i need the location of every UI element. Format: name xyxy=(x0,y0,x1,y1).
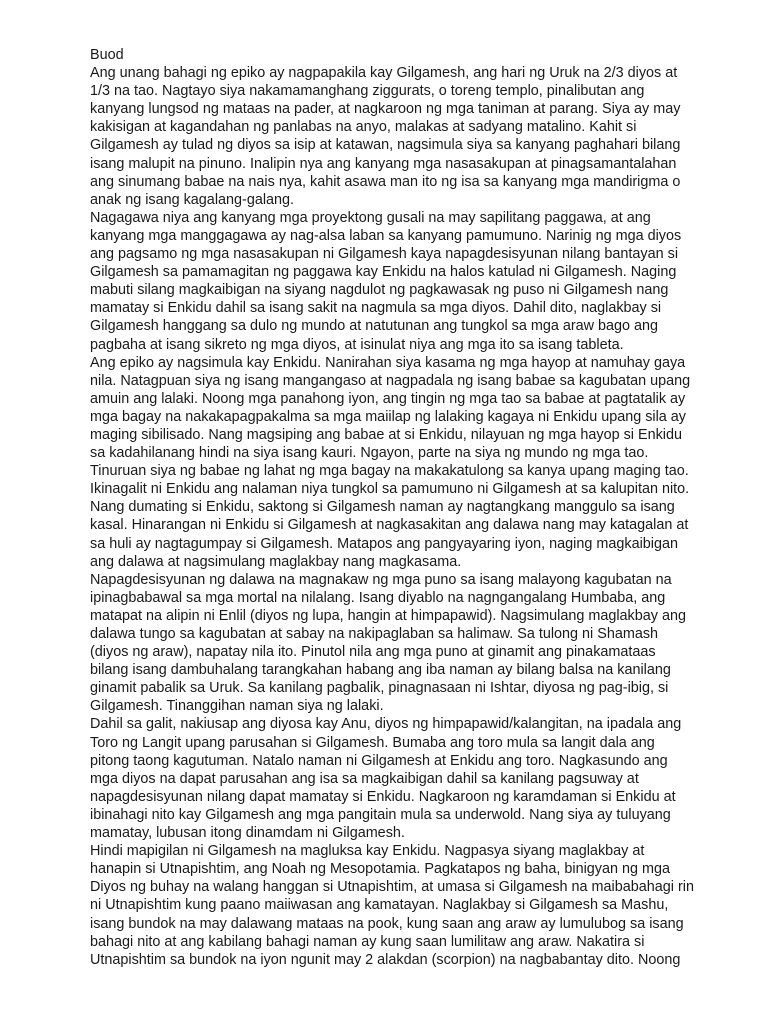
paragraph-2: Nagagawa niya ang kanyang mga proyektong gusali na may sapilitang paggawa, at ang kanyang mga manggagawa ay nag-alsa laban sa kanyang pamumuno. Narinig ng mga diyos ang pagsamo ng mga nasasakupan ni Gilgamesh kaya napagdesisyunan nilang bantayan si Gilgamesh sa pamamagitan ng paggawa kay Enkidu na halos katulad ni Gilgamesh. Naging mabuti silang magkaibigan na siyang nagdulot ng pagkawasak ng puso ni Gilgamesh nang mamatay si Enkidu dahil sa isang sakit na nagmula sa mga diyos. Dahil dito, naglakbay si Gilgamesh hanggang sa dulo ng mundo at natutunan ang tungkol sa mga araw bago ang pagbaha at isang sikreto ng mga diyos, at isinulat niya ang mga ito sa isang tableta. xyxy=(90,209,682,353)
paragraph-1: Ang unang bahagi ng epiko ay nagpapakila kay Gilgamesh, ang hari ng Uruk na 2/3 diyos at 1/3 na tao. Nagtayo siya nakamamanghang ziggurats, o toreng templo, pinalibutan ang kanyang lungsod ng mataas na pader, at nagkaroon ng mga taniman at parang. Siya ay may kakisigan at kagandahan ng panlabas na anyo, malakas at sadyang matalino. Kahit si Gilgamesh ay tulad ng diyos sa isip at katawan, nagsimula siya sa kanyang paghahari bilang isang malupit na pinuno. Inalipin nya ang kanyang mga nasasakupan at pinagsamantalahan ang sinumang babae na nais nya, kahit asawa man ito ng isa sa kanyang mga mandirigma o anak ng isang kagalang-galang. xyxy=(90,65,681,208)
paragraph-5: Dahil sa galit, nakiusap ang diyosa kay Anu, diyos ng himpapawid/kalangitan, na ipadala ang Toro ng Langit upang parusahan si Gilgamesh. Bumaba ang toro mula sa langit dala ang pitong taong kagutuman. Natalo naman ni Gilgamesh at Enkidu ang toro. Nagkasundo ang mga diyos na dapat parusahan ang isa sa magkaibigan dahil sa kanilang pagsuway at napagdesisyunan nilang dapat mamatay si Enkidu. Nagkaroon ng karamdaman si Enkidu at ibinahagi nito kay Gilgamesh ang mga pangitain mula sa underwold. Nang siya ay tuluyang mamatay, lubusan itong dinamdam ni Gilgamesh. xyxy=(90,716,682,842)
document-page xyxy=(90,46,730,969)
paragraph-6: Hindi mapigilan ni Gilgamesh na magluksa kay Enkidu. Nagpasya siyang maglakbay at hanapin si Utnapishtim, ang Noah ng Mesopotamia. Pagkatapos ng baha, binigyan ng mga Diyos ng buhay na walang hanggan si Utnapishtim, at umasa si Gilgamesh na maibabahagi rin ni Utnapishtim kung paano maiiwasan ang kamatayan. Naglakbay si Gilgamesh sa Mashu, isang bundok na may dalawang mataas na pook, kung saan ang araw ay lumulubog sa isang bahagi nito at ang kabilang bahagi naman ay kung saan lumilitaw ang araw. Nakatira si Utnapishtim sa bundok na iyon ngunit may 2 alakdan (scorpion) na nagbabantay dito. Noong xyxy=(90,843,694,968)
paragraph-4: Napagdesisyunan ng dalawa na magnakaw ng mga puno sa isang malayong kagubatan na ipinagbabawal sa mga mortal na nilalang. Isang diyablo na nagngangalang Humbaba, ang matapat na alipin ni Enlil (diyos ng lupa, hangin at himpapawid). Nagsimulang maglakbay ang dalawa tungo sa kagubatan at sabay na nakipaglaban sa halimaw. Sa tulong ni Shamash (diyos ng araw), napatay nila ito. Pinutol nila ang mga puno at ginamit ang pinakamataas bilang isang dambuhalang tarangkahan habang ang iba naman ay bilang balsa na kanilang ginamit pabalik sa Uruk. Sa kanilang pagbalik, pinagnasaan ni Ishtar, diyosa ng pag-ibig, si Gilgamesh. Tinanggihan naman siya ng lalaki. xyxy=(90,571,686,715)
document-title: Buod xyxy=(90,47,124,63)
paragraph-3: Ang epiko ay nagsimula kay Enkidu. Nanirahan siya kasama ng mga hayop at namuhay gaya nila. Natagpuan siya ng isang mangangaso at nagpadala ng isang babae sa kagubatan upang amuin ang lalaki. Noong mga panahong iyon, ang tingin ng mga tao sa babae at pagtatalik ay mga bagay na nakakapagpakalma sa mga maiilap ng lalaking kagaya ni Enkidu upang sila ay maging sibilisado. Nang magsiping ang babae at si Enkidu, nilayuan ng mga hayop si Enkidu sa kadahilanang hindi na siya isang kauri. Ngayon, parte na siya ng mundo ng mga tao. Tinuruan siya ng babae ng lahat ng mga bagay na makakatulong sa kanya upang maging tao. Ikinagalit ni Enkidu ang nalaman niya tungkol sa pamumuno ni Gilgamesh at sa kalupitan nito. Nang dumating si Enkidu, saktong si Gilgamesh naman ay nagtangkang manggulo sa isang kasal. Hinarangan ni Enkidu si Gilgamesh at nagkasakitan ang dalawa nang may katagalan at sa huli ay nagtagumpay si Gilgamesh. Matapos ang pangyayaring iyon, naging magkaibigan ang dalawa at nagsimulang maglakbay nang magkasama. xyxy=(90,354,691,570)
